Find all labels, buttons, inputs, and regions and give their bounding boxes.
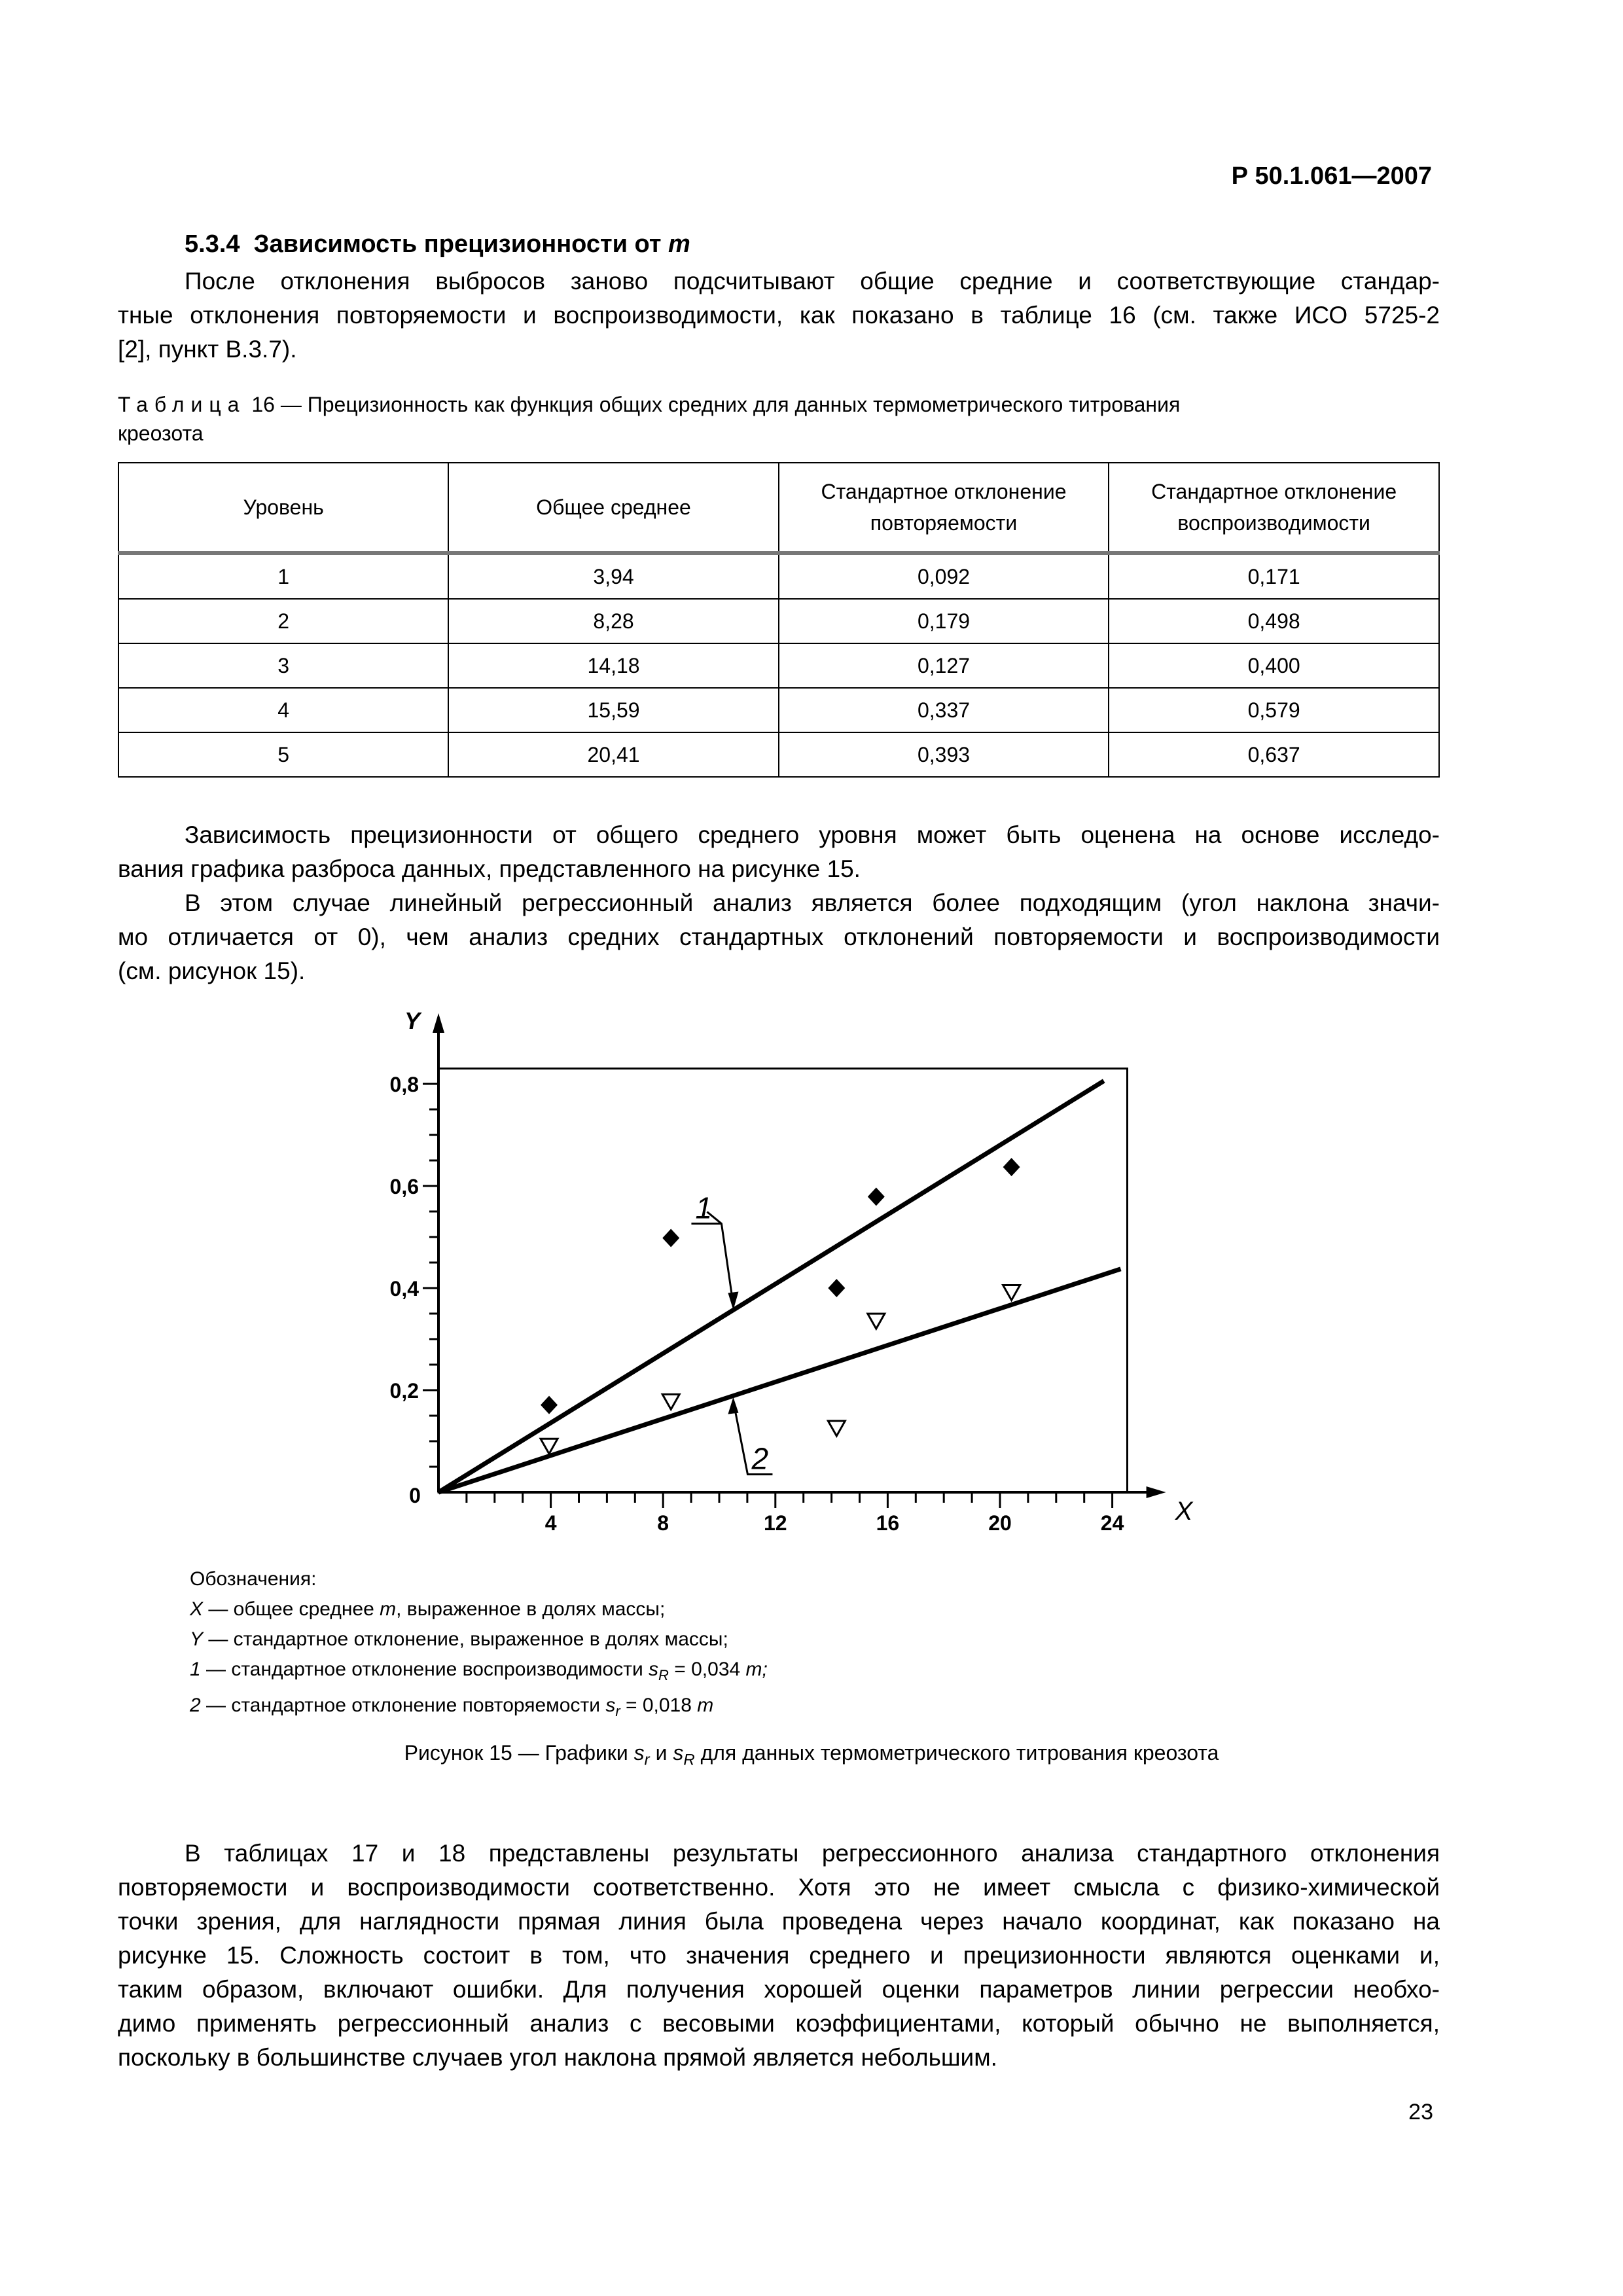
repeatability-point — [1003, 1285, 1020, 1300]
line-label-2: 2 — [751, 1441, 769, 1476]
paragraph-line: димо применять регрессионный анализ с весовыми коэффициентами, который обычно не выполняется, — [118, 2010, 1440, 2037]
table-cell: 0,393 — [779, 732, 1109, 777]
legend-2-eq: = 0,018 — [620, 1695, 698, 1716]
figure-caption-suffix: для данных термометрического титрования креозота — [694, 1741, 1219, 1765]
x-tick-label: 16 — [876, 1511, 900, 1535]
table-row — [118, 599, 1439, 643]
header-level: Уровень — [118, 463, 448, 553]
table-caption-text: 16 — Прецизионность как функция общих средних для данных термометрического титрования — [245, 393, 1181, 416]
paragraph-line: В таблицах 17 и 18 представлены результаты регрессионного анализа стандартного отклонения — [185, 1840, 1440, 1867]
repeatability-point — [868, 1314, 885, 1329]
section-number: 5.3.4 — [185, 230, 240, 258]
legend-heading: Обозначения: — [190, 1568, 317, 1590]
reproducibility-point — [828, 1279, 845, 1297]
table-row — [118, 553, 1439, 599]
table-cell: 3,94 — [448, 553, 778, 599]
page-number: 23 — [1408, 2100, 1433, 2125]
scatter-chart — [366, 1007, 1193, 1545]
legend-2-m: m — [697, 1695, 714, 1716]
line-label-1: 1 — [695, 1191, 713, 1225]
repeatability-point — [541, 1439, 558, 1454]
table-row — [118, 643, 1439, 688]
figure-caption-s2: s — [673, 1741, 684, 1765]
paragraph-line: повторяемости и воспроизводимости соответственно. Хотя это не имеет смысла с физико-химической — [118, 1874, 1440, 1901]
paragraph-line: поскольку в большинстве случаев угол наклона прямой является небольшим. — [118, 2044, 997, 2071]
repeatability-point — [662, 1394, 679, 1409]
legend-2-text: — стандартное отклонение повторяемости — [200, 1695, 606, 1716]
paragraph-line: рисунке 15. Сложность состоит в том, что значения среднего и прецизионности являются оценками и, — [118, 1942, 1440, 1969]
figure-caption — [0, 1741, 1623, 1769]
y-axis-arrow — [433, 1013, 444, 1033]
legend-x-symbol: X — [190, 1598, 204, 1620]
x-tick-label: 20 — [988, 1511, 1012, 1535]
y-tick-label: 0,2 — [389, 1379, 419, 1403]
paragraph-line: мо отличается от 0), чем анализ средних стандартных отклонений повторяемости и воспроизводимости — [118, 924, 1440, 950]
table-cell: 0,637 — [1109, 732, 1439, 777]
table-cell: 0,092 — [779, 553, 1109, 599]
section-title-var: m — [668, 230, 690, 258]
table-cell: 0,579 — [1109, 688, 1439, 732]
table-cell: 3 — [118, 643, 448, 688]
document-id: Р 50.1.061—2007 — [1231, 162, 1432, 190]
legend-x — [190, 1594, 768, 1624]
figure-caption-sub1: r — [644, 1751, 650, 1769]
reproducibility-point — [541, 1396, 558, 1414]
paragraph-3 — [118, 886, 1440, 988]
table-cell: 15,59 — [448, 688, 778, 732]
legend-1-sub: R — [658, 1667, 669, 1683]
paragraph-line: В этом случае линейный регрессионный анализ является более подходящим (угол наклона значи- — [185, 889, 1440, 916]
legend-x-text: — общее среднее — [203, 1598, 380, 1620]
legend-y — [190, 1624, 768, 1655]
legend-1-text: — стандартное отклонение воспроизводимости — [200, 1659, 649, 1680]
x-tick-label: 4 — [544, 1511, 557, 1535]
y-tick-label: 0,6 — [389, 1175, 419, 1198]
table-cell: 2 — [118, 599, 448, 643]
paragraph-line: (см. рисунок 15). — [118, 958, 306, 984]
header-reproducibility: Стандартное отклонение воспроизводимости — [1109, 463, 1439, 553]
table-cell: 1 — [118, 553, 448, 599]
table-cell: 0,498 — [1109, 599, 1439, 643]
paragraph-line: Зависимость прецизионности от общего среднего уровня может быть оценена на основе исследо- — [185, 821, 1440, 848]
figure-15 — [366, 1007, 1193, 1545]
table-cell: 0,127 — [779, 643, 1109, 688]
leader-arrow-2 — [728, 1397, 738, 1414]
paragraph-line: тные отклонения повторяемости и воспроизводимости, как показано в таблице 16 (см. также ИСО 5725-2 — [118, 302, 1440, 329]
x-tick-label: 24 — [1100, 1511, 1124, 1535]
repeatability-point — [828, 1421, 845, 1436]
section-heading — [185, 230, 690, 259]
table-row — [118, 732, 1439, 777]
table-caption-line2: креозота — [118, 422, 204, 445]
regression-line-2 — [438, 1269, 1120, 1492]
legend-2-symbol: 2 — [190, 1695, 201, 1716]
paragraph-1 — [118, 264, 1440, 367]
x-tick-label: 8 — [657, 1511, 669, 1535]
figure-caption-mid: и — [649, 1741, 673, 1765]
table-cell: 4 — [118, 688, 448, 732]
table-caption — [118, 390, 1440, 448]
figure-caption-prefix: Рисунок 15 — Графики — [404, 1741, 634, 1765]
leader-line-1 — [707, 1212, 733, 1305]
table-cell: 0,179 — [779, 599, 1109, 643]
y-tick-label: 0,8 — [389, 1073, 419, 1096]
table-row — [118, 688, 1439, 732]
legend-x-text2: , выраженное в долях массы; — [396, 1598, 666, 1620]
reproducibility-point — [662, 1229, 679, 1247]
table-cell: 0,171 — [1109, 553, 1439, 599]
figure-legend — [190, 1564, 768, 1727]
precision-table — [118, 462, 1440, 778]
paragraph-line: [2], пункт В.3.7). — [118, 336, 297, 363]
figure-caption-s1: s — [633, 1741, 645, 1765]
legend-1-symbol: 1 — [190, 1659, 201, 1680]
y-tick-label: 0,4 — [389, 1277, 419, 1300]
table-cell: 5 — [118, 732, 448, 777]
legend-y-text: — стандартное отклонение, выраженное в долях массы; — [203, 1628, 728, 1650]
table-cell: 0,337 — [779, 688, 1109, 732]
paragraph-line: таким образом, включают ошибки. Для получения хорошей оценки параметров линии регрессии необхо- — [118, 1976, 1440, 2003]
legend-2-sub: r — [615, 1703, 620, 1719]
legend-line-2 — [190, 1691, 768, 1727]
legend-y-symbol: Y — [190, 1628, 204, 1650]
table-cell: 14,18 — [448, 643, 778, 688]
section-title: Зависимость прецизионности от — [253, 230, 662, 258]
table-cell: 0,400 — [1109, 643, 1439, 688]
table-header-row — [118, 463, 1439, 553]
legend-1-m: m; — [745, 1659, 768, 1680]
figure-caption-sub2: R — [683, 1751, 695, 1769]
reproducibility-point — [868, 1187, 885, 1206]
paragraph-line: точки зрения, для наглядности прямая линия была проведена через начало координат, как показано на — [118, 1908, 1440, 1935]
legend-1-eq: = 0,034 — [668, 1659, 746, 1680]
x-axis-label: X — [1175, 1497, 1193, 1526]
legend-x-var: m — [380, 1598, 397, 1620]
paragraph-line: вания графика разброса данных, представленного на рисунке 15. — [118, 855, 861, 882]
table-cell: 20,41 — [448, 732, 778, 777]
reproducibility-point — [1003, 1158, 1020, 1176]
table-cell: 8,28 — [448, 599, 778, 643]
x-axis-arrow — [1147, 1486, 1166, 1498]
header-mean: Общее среднее — [448, 463, 778, 553]
paragraph-line: После отклонения выбросов заново подсчитывают общие средние и соответствующие стандар- — [185, 268, 1440, 295]
legend-2-s: s — [605, 1695, 616, 1716]
paragraph-2 — [118, 818, 1440, 886]
header-repeatability: Стандартное отклонение повторяемости — [779, 463, 1109, 553]
x-tick-label: 12 — [764, 1511, 787, 1535]
y-axis-label: Y — [404, 1007, 421, 1034]
legend-line-1 — [190, 1655, 768, 1691]
table-caption-label: Таблица — [118, 393, 246, 416]
legend-1-s: s — [649, 1659, 659, 1680]
origin-label: 0 — [409, 1484, 421, 1507]
paragraph-4 — [118, 1837, 1440, 2075]
